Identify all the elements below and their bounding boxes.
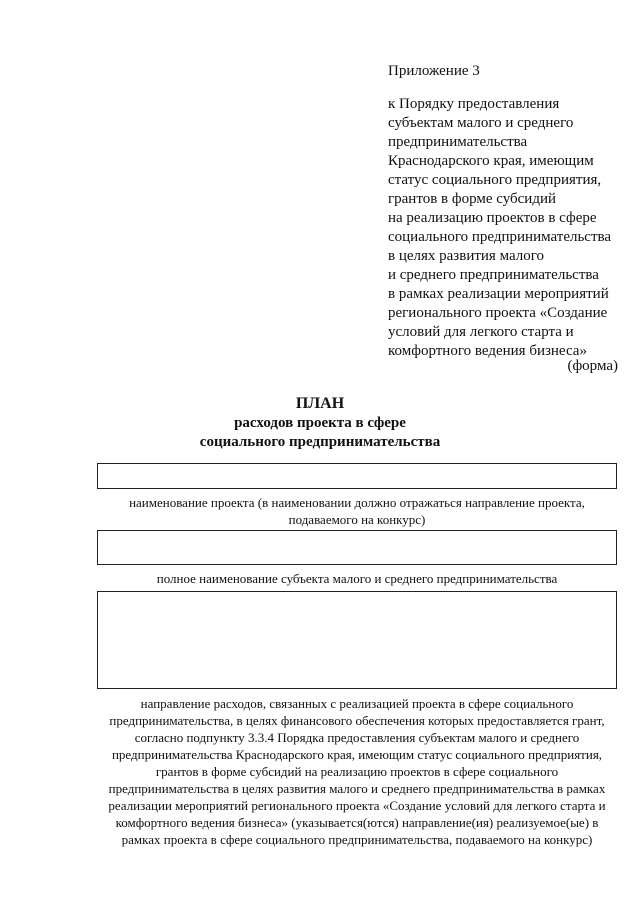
annex-line: субъектам малого и среднего [388,115,574,131]
caption-line: полное наименование субъекта малого и среднего предпринимательства [156,571,558,586]
caption-line: предпринимательства в целях развития малого и среднего предпринимательства в рамках [108,781,606,796]
annex-line: предпринимательства [388,134,528,150]
entity-name-caption [97,570,617,587]
plan-heading: ПЛАН [295,395,345,412]
caption-line: подаваемого на конкурс) [288,512,426,527]
caption-line: грантов в форме субсидий на реализацию проектов в сфере социального [155,764,559,779]
caption-line: реализации мероприятий регионального проекта «Создание условий для легкого старта и [108,798,606,813]
annex-line: Краснодарского края, имеющим [388,153,594,169]
plan-subtitle-line: социального предпринимательства [199,434,441,450]
annex-line: социального предпринимательства [388,229,612,245]
plan-subtitle-line: расходов проекта в сфере [234,415,406,431]
caption-line: рамках проекта в сфере социального предпринимательства, подаваемого на конкурс) [121,832,593,847]
annex-line: в целях развития малого [388,248,545,264]
caption-line: комфортного ведения бизнеса» (указывается(ются) направление(ия) реализуемое(ые) в [115,815,599,830]
annex-line: к Порядку предоставления [388,96,560,112]
annex-block [388,62,611,361]
expenses-direction-field[interactable] [97,591,617,689]
caption-line: наименование проекта (в наименовании должно отражаться направление проекта, [129,495,585,510]
annex-title: Приложение 3 [388,63,480,79]
annex-line: регионального проекта «Создание [388,305,608,321]
caption-line: предпринимательства Краснодарского края, имеющим статус социального предприятия, [111,747,603,762]
annex-line: статус социального предприятия, [388,172,602,188]
annex-line: в рамках реализации мероприятий [388,286,609,302]
form-label: (форма) [567,358,618,374]
entity-name-field[interactable] [97,530,617,565]
annex-line: условий для легкого старта и [388,324,574,340]
annex-line: комфортного ведения бизнеса» [388,343,587,359]
annex-line: грантов в форме субсидий [388,191,557,207]
caption-line: направление расходов, связанных с реализацией проекта в сфере социального [140,696,574,711]
project-name-caption [97,494,617,528]
caption-line: предпринимательства, в целях финансового обеспечения которых предоставляется грант, [109,713,605,728]
annex-line: и среднего предпринимательства [388,267,599,283]
caption-line: согласно подпункту 3.3.4 Порядка предоставления субъектам малого и среднего [134,730,580,745]
project-name-field[interactable] [97,463,617,489]
plan-title-block [0,394,640,452]
expenses-direction-caption [97,695,617,848]
annex-line: на реализацию проектов в сфере [388,210,597,226]
